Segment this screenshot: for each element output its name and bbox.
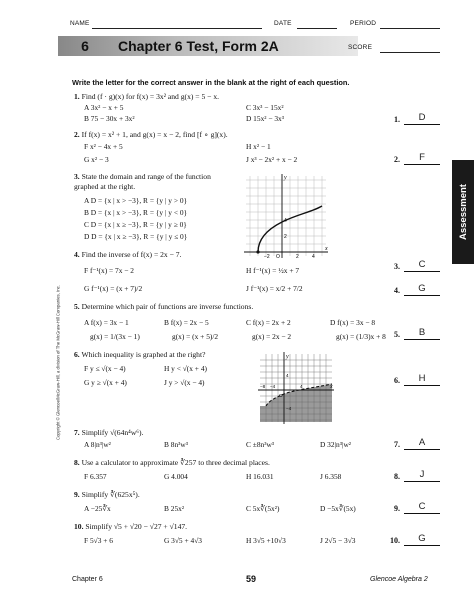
question-10: 10. Simplify √5 + √20 − √27 + √147. xyxy=(74,522,188,531)
name-line xyxy=(92,28,262,29)
date-label: DATE xyxy=(274,20,292,27)
answer-number-7: 7. xyxy=(394,440,400,449)
question-4: 4. Find the inverse of f(x) = 2x − 7. xyxy=(74,250,182,259)
question-9: 9. Simplify ∛(625x⁵). xyxy=(74,490,140,499)
option-4h[interactable]: H f⁻¹(x) = ½x + 7 xyxy=(246,266,300,275)
answer-number-6: 6. xyxy=(394,376,400,385)
option-5d-g: g(x) = (1/3)x + 8 xyxy=(336,332,386,341)
score-line xyxy=(380,52,440,53)
option-4f[interactable]: F f⁻¹(x) = 7x − 2 xyxy=(84,266,134,275)
answer-10: G xyxy=(418,533,426,544)
answer-number-4: 4. xyxy=(394,286,400,295)
answer-3: C xyxy=(418,259,426,270)
x-tick-neg8: −8 xyxy=(260,384,266,389)
answer-8: J xyxy=(419,469,425,480)
answer-6: H xyxy=(418,373,426,384)
curve-endpoint xyxy=(256,250,259,253)
option-1b[interactable]: B 75 − 30x + 3x² xyxy=(84,114,135,123)
option-2h[interactable]: H x² − 1 xyxy=(246,142,271,151)
period-label: PERIOD xyxy=(350,20,377,27)
y-axis-label: y xyxy=(286,354,289,360)
graph-question-3 xyxy=(242,172,330,260)
option-6g[interactable]: G y ≥ √(x + 4) xyxy=(84,378,127,387)
option-6h[interactable]: H y < √(x + 4) xyxy=(164,364,207,373)
option-10j[interactable]: J 2√5 − 3√3 xyxy=(320,536,356,545)
graph-question-6 xyxy=(256,350,336,426)
question-5: 5. Determine which pair of functions are inverse functions. xyxy=(74,302,254,311)
answer-4: G xyxy=(418,283,426,294)
option-2j[interactable]: J x³ − 2x² + x − 2 xyxy=(246,155,298,164)
option-5b-g: g(x) = (x + 5)/2 xyxy=(172,332,219,341)
question-7: 7. Simplify √(64n⁴w⁶). xyxy=(74,428,144,437)
x-tick-4: 4 xyxy=(300,384,303,389)
option-4g[interactable]: G f⁻¹(x) = (x + 7)/2 xyxy=(84,284,143,293)
option-8g[interactable]: G 4.004 xyxy=(164,472,188,481)
option-9a[interactable]: A −25∛x xyxy=(84,504,111,513)
option-7d[interactable]: D 32|n³|w² xyxy=(320,440,351,449)
assessment-tab-label: Assessment xyxy=(457,184,469,240)
copyright-notice: Copyright © Glencoe/McGraw-Hill, a division of The McGraw-Hill Companies, Inc. xyxy=(55,285,61,440)
y-tick-neg4: −4 xyxy=(286,406,292,411)
option-8h[interactable]: H 16.031 xyxy=(246,472,274,481)
option-9b[interactable]: B 25x² xyxy=(164,504,185,513)
option-5a-g: g(x) = 1/(3x − 1) xyxy=(90,332,140,341)
option-7c[interactable]: C ±8n³w³ xyxy=(246,440,274,449)
option-8f[interactable]: F 6.357 xyxy=(84,472,107,481)
y-axis-label: y xyxy=(284,175,287,181)
x-tick-2: 2 xyxy=(296,254,299,260)
score-label: SCORE xyxy=(348,44,373,51)
origin-label: O xyxy=(276,254,280,260)
option-6j[interactable]: J y > √(x − 4) xyxy=(164,378,205,387)
question-8: 8. Use a calculator to approximate ∛257 to three decimal places. xyxy=(74,458,270,467)
chapter-number: 6 xyxy=(81,38,89,54)
option-3c[interactable]: C D = {x | x ≥ −3}, R = {y | y ≥ 0} xyxy=(84,220,187,229)
footer-chapter: Chapter 6 xyxy=(72,576,103,583)
answer-number-2: 2. xyxy=(394,155,400,164)
x-axis-label: x xyxy=(325,246,328,252)
option-1c[interactable]: C 3x³ − 15x² xyxy=(246,103,284,112)
option-2g[interactable]: G x² − 3 xyxy=(84,155,109,164)
question-1: 1. Find (f · g)(x) for f(x) = 3x² and g(x) = 5 − x. xyxy=(74,92,220,101)
x-tick-neg2: −2 xyxy=(264,254,270,260)
option-10f[interactable]: F 5√3 + 6 xyxy=(84,536,113,545)
option-6f[interactable]: F y ≤ √(x − 4) xyxy=(84,364,126,373)
x-axis-label: x xyxy=(330,384,333,390)
option-5b[interactable]: B f(x) = 2x − 5 xyxy=(164,318,209,327)
option-2f[interactable]: F x² − 4x + 5 xyxy=(84,142,123,151)
answer-number-5: 5. xyxy=(394,330,400,339)
answer-number-8: 8. xyxy=(394,472,400,481)
question-6: 6. Which inequality is graphed at the right? xyxy=(74,350,206,359)
page-title: Chapter 6 Test, Form 2A xyxy=(118,38,279,54)
option-7b[interactable]: B 8n³w³ xyxy=(164,440,188,449)
y-tick-4: 4 xyxy=(284,218,287,224)
answer-9: C xyxy=(418,501,426,512)
option-10g[interactable]: G 3√5 + 4√3 xyxy=(164,536,202,545)
answer-5: B xyxy=(418,327,426,338)
y-tick-2: 2 xyxy=(284,234,287,240)
answer-number-9: 9. xyxy=(394,504,400,513)
answer-1: D xyxy=(418,112,426,123)
option-3a[interactable]: A D = {x | x > −3}, R = {y | y > 0} xyxy=(84,196,188,205)
option-1a[interactable]: A 3x² − x + 5 xyxy=(84,103,124,112)
answer-number-10: 10. xyxy=(390,536,400,545)
option-9c[interactable]: C 5x∛(5x²) xyxy=(246,504,280,513)
period-line xyxy=(380,28,440,29)
x-tick-4: 4 xyxy=(312,254,315,260)
option-1d[interactable]: D 15x² − 3x³ xyxy=(246,114,284,123)
answer-7: A xyxy=(418,437,426,448)
date-line xyxy=(297,28,337,29)
option-5a[interactable]: A f(x) = 3x − 1 xyxy=(84,318,129,327)
origin-label: O xyxy=(279,393,283,398)
question-3: 3. State the domain and range of the function graphed at the right. xyxy=(74,172,211,191)
y-tick-4: 4 xyxy=(286,373,289,378)
answer-number-1: 1. xyxy=(394,115,400,124)
option-9d[interactable]: D −5x∛(5x) xyxy=(320,504,356,513)
instructions: Write the letter for the correct answer in the blank at the right of each question. xyxy=(72,78,350,87)
option-7a[interactable]: A 8|n³|w² xyxy=(84,440,111,449)
footer-book: Glencoe Algebra 2 xyxy=(370,576,428,583)
option-10h[interactable]: H 3√5 +10√3 xyxy=(246,536,286,545)
page-number: 59 xyxy=(245,574,256,584)
answer-2: F xyxy=(419,152,425,163)
option-5c-g: g(x) = 2x − 2 xyxy=(252,332,292,341)
option-4j[interactable]: J f⁻¹(x) = x/2 + 7/2 xyxy=(246,284,303,293)
option-8j[interactable]: J 6.358 xyxy=(320,472,342,481)
name-label: NAME xyxy=(70,20,90,27)
option-5d[interactable]: D f(x) = 3x − 8 xyxy=(330,318,376,327)
option-3d[interactable]: D D = {x | x ≥ −3}, R = {y | y ≤ 0} xyxy=(84,232,188,241)
option-5c[interactable]: C f(x) = 2x + 2 xyxy=(246,318,291,327)
x-tick-neg4: −4 xyxy=(270,384,276,389)
question-2: 2. If f(x) = x² + 1, and g(x) = x − 2, find [f ∘ g](x). xyxy=(74,130,228,139)
answer-number-3: 3. xyxy=(394,262,400,271)
option-3b[interactable]: B D = {x | x > −3}, R = {y | y < 0} xyxy=(84,208,188,217)
